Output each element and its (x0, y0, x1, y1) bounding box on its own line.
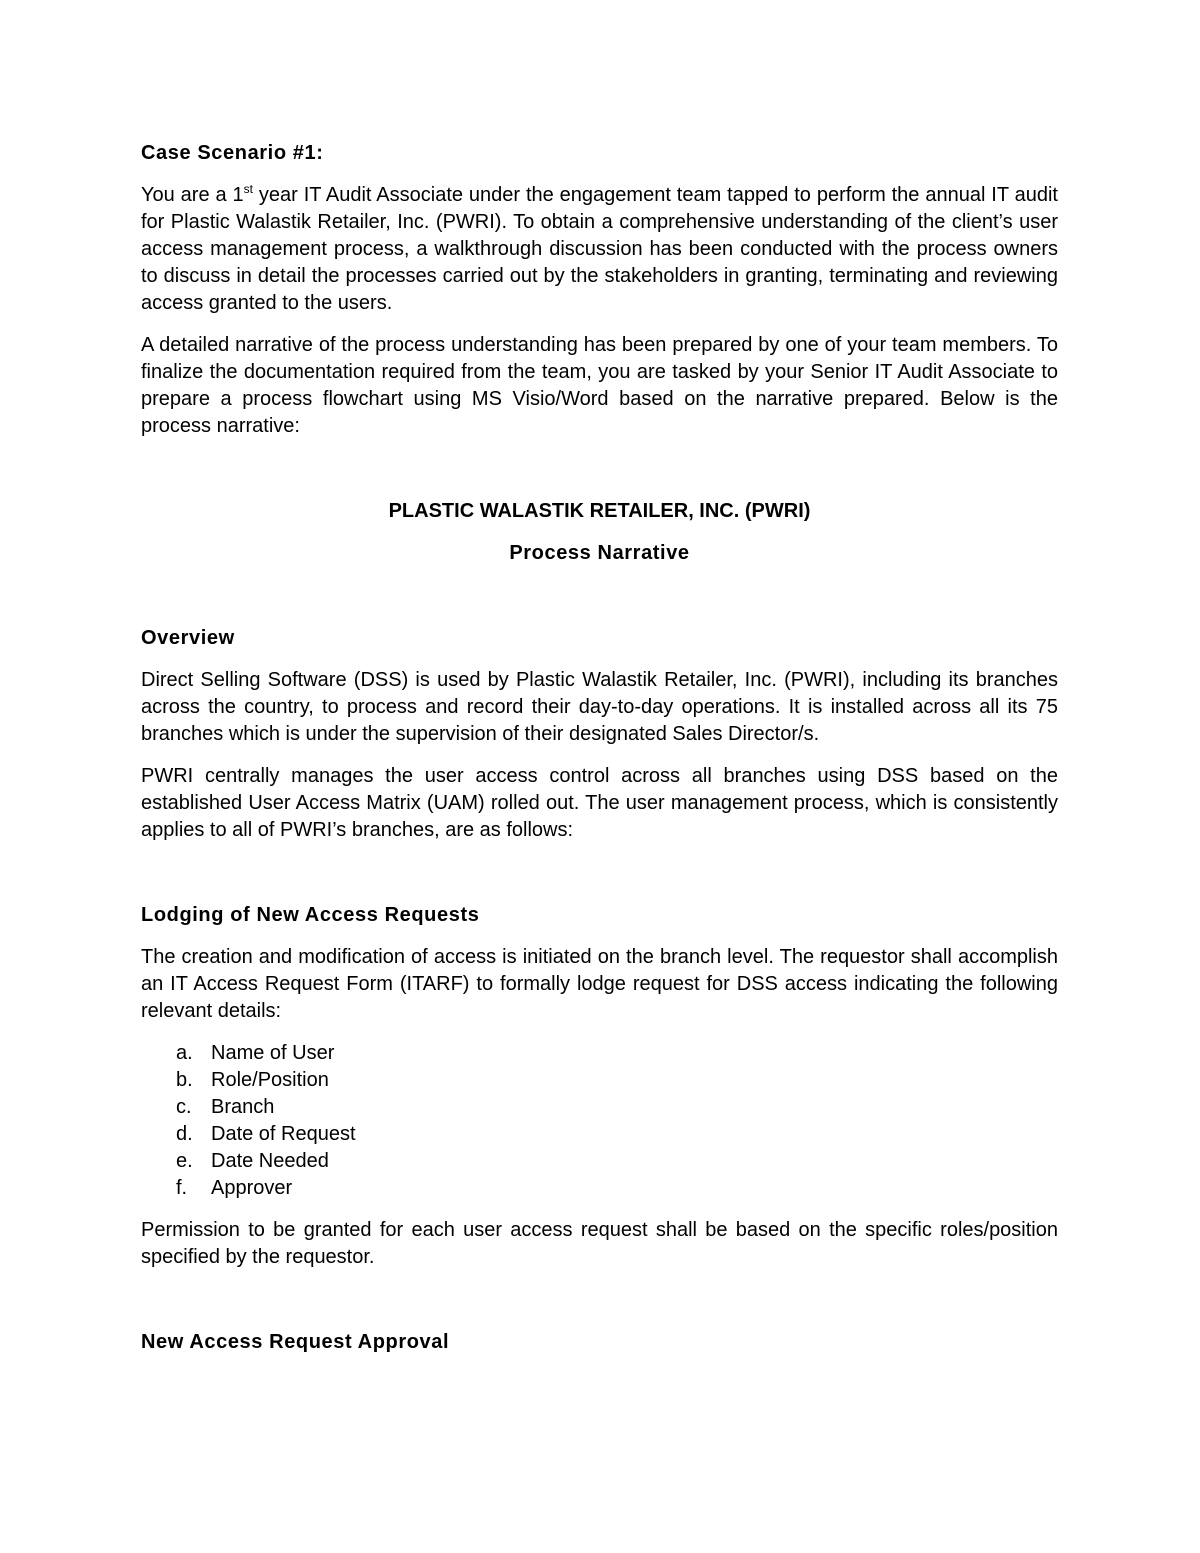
list-item-text: Date of Request (211, 1123, 356, 1145)
ordinal-superscript: st (243, 182, 253, 196)
list-marker: f. (176, 1177, 188, 1199)
list-item (176, 1040, 1058, 1067)
lodging-paragraph-2: Permission to be granted for each user access request shall be based on the specific roles/position specified by the requestor. (141, 1219, 1058, 1268)
list-item (176, 1148, 1058, 1175)
list-marker: d. (176, 1123, 193, 1145)
list-item-text: Date Needed (211, 1150, 329, 1172)
company-title: PLASTIC WALASTIK RETAILER, INC. (PWRI) (388, 500, 811, 522)
overview-paragraph-2: PWRI centrally manages the user access control across all branches using DSS based on the established User Access Matrix (UAM) rolled out. The user management process, which is consistently applies to all of PWRI’s branches, are as follows: (141, 765, 1058, 841)
list-marker: e. (176, 1150, 193, 1172)
case-scenario-heading: Case Scenario #1: (141, 142, 324, 164)
list-item (176, 1067, 1058, 1094)
list-item-text: Name of User (211, 1042, 335, 1064)
list-marker: a. (176, 1042, 193, 1064)
list-item-text: Role/Position (211, 1069, 329, 1091)
list-item (176, 1094, 1058, 1121)
list-marker: c. (176, 1096, 192, 1118)
case-intro-rest: year IT Audit Associate under the engagement team tapped to perform the annual IT audit for Plastic Walastik Retailer, Inc. (PWRI). To obtain a comprehensive understanding of the client’s user access management process, a walkthrough discussion has been conducted with the process owners to discuss in detail the processes carried out by the stakeholders in granting, terminating and reviewing access granted to the users. (141, 184, 1058, 314)
overview-heading: Overview (141, 627, 235, 649)
request-details-list (141, 1040, 1058, 1202)
case-intro-paragraph (141, 182, 1058, 317)
narrative-subtitle: Process Narrative (509, 542, 690, 564)
lodging-paragraph-1: The creation and modification of access is initiated on the branch level. The requestor shall accomplish an IT Access Request Form (ITARF) to formally lodge request for DSS access indicating the following relevant details: (141, 946, 1058, 1022)
lodging-heading: Lodging of New Access Requests (141, 904, 480, 926)
list-marker: b. (176, 1069, 193, 1091)
list-item-text: Approver (211, 1177, 293, 1199)
case-task-paragraph: A detailed narrative of the process understanding has been prepared by one of your team members. To finalize the documentation required from the team, you are tasked by your Senior IT Audit Associate to prepare a process flowchart using MS Visio/Word based on the narrative prepared. Below is the process narrative: (141, 334, 1058, 437)
list-item-text: Branch (211, 1096, 275, 1118)
list-item (176, 1175, 1058, 1202)
list-item (176, 1121, 1058, 1148)
approval-heading: New Access Request Approval (141, 1331, 450, 1353)
document-page (141, 140, 1058, 1371)
overview-paragraph-1: Direct Selling Software (DSS) is used by Plastic Walastik Retailer, Inc. (PWRI), including its branches across the country, to process and record their day-to-day operations. It is installed across all its 75 branches which is under the supervision of their designated Sales Director/s. (141, 669, 1058, 745)
case-intro-start: You are a 1 (141, 184, 244, 206)
